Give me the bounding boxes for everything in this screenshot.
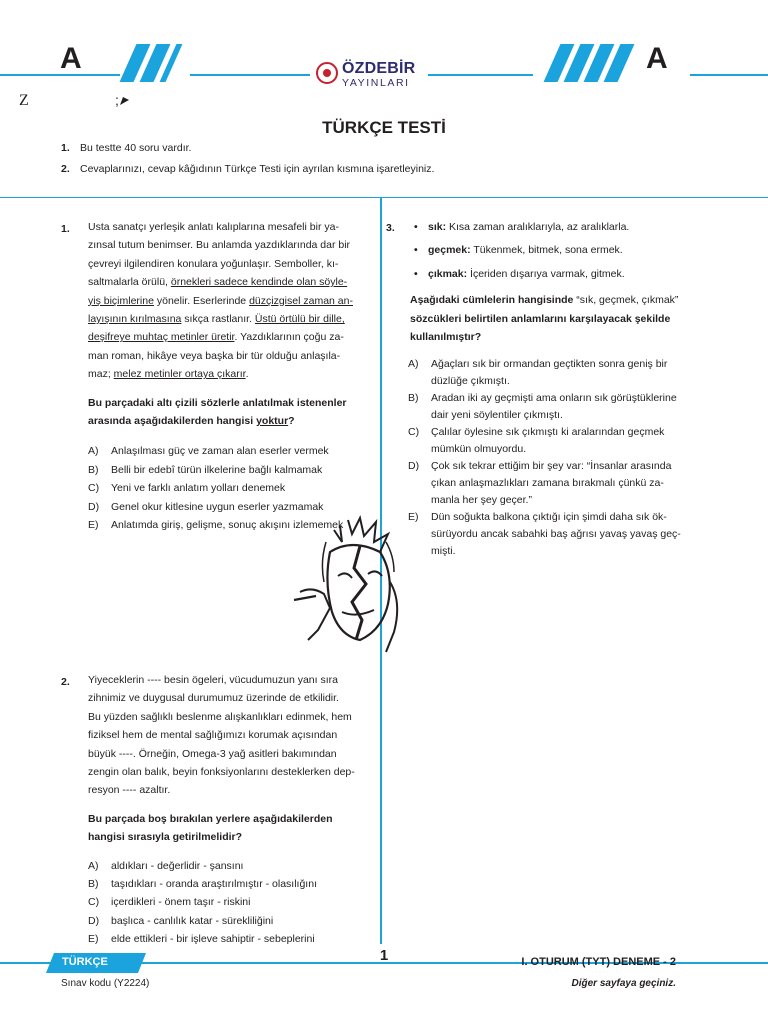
question-number: 3. bbox=[386, 222, 395, 234]
question-stem: arasında aşağıdakilerden hangisi yoktur? bbox=[88, 415, 295, 428]
header-rule-right bbox=[690, 74, 768, 76]
publisher-subtitle: YAYINLARI bbox=[342, 77, 410, 89]
option-c[interactable]: C) içerdikleri - önem taşır - riskini bbox=[88, 896, 251, 909]
page-title: TÜRKÇE TESTİ bbox=[322, 118, 446, 137]
booklet-letter-left: A bbox=[60, 42, 82, 75]
question-stem: kullanılmıştır? bbox=[410, 331, 482, 344]
exam-code: Sınav kodu (Y2224) bbox=[61, 978, 150, 989]
header-rule-mid-left bbox=[190, 74, 310, 76]
option-b[interactable]: B) Aradan iki ay geçmişti ama onların sık görüştüklerine dair yeni söylentiler çıkmıştı. bbox=[408, 392, 677, 422]
option-a[interactable]: A) Ağaçları sık bir ormandan geçtikten sonra geniş bir düzlüğe çıkmıştı. bbox=[408, 358, 668, 388]
question-2: Yiyeceklerin ---- besin ögeleri, vücudumuzun yanı sıra zihnimiz ve duygusal durumumuz üzerinde de etkilidir. Bu yüzden sağlıklı beslenme alışkanlıkları edinmek, hem fiziksel hem de mental sağlığımızı korumak açısından büyük ----. Örneğin, Omega-3 yağ asitleri bakımından zengin olan balık, beyin fonksiyonlarını desteklerken dep- resyon ---- azaltır. Bu parçada boş bırakılan yerlere aşağıdakilerden hangisi sırasıyla getirilmelidir? A) aldıkları - değerlidir - şansını B) taşıdıkları - oranda araştırılmıştır - olasılığını C) içerdikleri - önem taşır - riskini D) başlıca - canlılık katar - sürekliliğini E) elde ettikleri - bir işleve sahiptir - sebeplerini bbox=[88, 671, 372, 949]
option-d[interactable]: D) Genel okur kitlesine uygun eserler yazmamak bbox=[88, 500, 324, 513]
question-number: 2. bbox=[61, 676, 70, 688]
question-stem: Aşağıdaki cümlelerin hangisinde “sık, geçmek, çıkmak” bbox=[410, 294, 679, 307]
option-e[interactable]: E) elde ettikleri - bir işleve sahiptir - sebeplerini bbox=[88, 933, 315, 946]
option-b[interactable]: B) taşıdıkları - oranda araştırılmıştır - olasılığını bbox=[88, 878, 317, 891]
question-stem: sözcükleri belirtilen anlamlarını karşılayacak şekilde bbox=[410, 312, 671, 325]
option-d[interactable]: D) Çok sık tekrar ettiğim bir şey var: “İnsanlar arasında çıkan anlaşmazlıkları zamana bırakmalı çünkü za- manla her şey geçer.” bbox=[408, 460, 672, 507]
instruction-item: 2. Cevaplarınızı, cevap kâğıdının Türkçe Testi için ayrılan kısmına işaretleyiniz. bbox=[61, 163, 435, 175]
footer-subject: TÜRKÇE bbox=[62, 956, 108, 968]
question-1: Usta sanatçı yerleşik anlatı kalıplarına mesafeli bir ya- zınsal tutum benimser. Bu anlamda yazdıklarında dar bir çevreyi ilgilendiren konulara yoğunlaşır. Semboller, kı- saltmalarla örülü, örnekleri sadece kendinde olan söyle- yiş biçimlerine yönelir. Eserlerinde düzçizgisel zaman an- layışının kırılmasına sıkça rastlanır. Üstü örtülü bir dille, deşifreye muhtaç metinler üretir. Yazdıklarının çoğu za- man roman, hikâye veya başka bir tür olduğu anlaşıla- maz; melez metinler ortaya çıkarır. Bu parçadaki altı çizili sözlerle anlatılmak istenenler arasında aşağıdakilerden hangisi yoktur? A) Anlaşılması güç ve zaman alan eserler vermek B) Belli bir edebî türün ilkelerine bağlı kalmamak C) Yeni ve farklı anlatım yolları denemek D) Genel okur kitlesine uygun eserler yazmamak E) Anlatımda giriş, gelişme, sonuç akışını izlememek bbox=[88, 218, 372, 535]
stray-mark: ; bbox=[115, 92, 131, 108]
broken-face-illustration bbox=[290, 512, 410, 657]
option-a[interactable]: A) aldıkları - değerlidir - şansını bbox=[88, 859, 244, 872]
instruction-item: 1. Bu testte 40 soru vardır. bbox=[61, 142, 192, 154]
page-number: 1 bbox=[379, 947, 389, 964]
question-3 bbox=[408, 218, 686, 560]
option-b[interactable]: B) Belli bir edebî türün ilkelerine bağlı kalmamak bbox=[88, 463, 323, 476]
definition-item: • geçmek: Tükenmek, bitmek, sona ermek. bbox=[414, 244, 623, 257]
definition-item: • sık: Kısa zaman aralıklarıyla, az aralıklarla. bbox=[414, 221, 630, 233]
stray-mark: Z bbox=[19, 92, 29, 109]
header-rule-mid-right bbox=[428, 74, 533, 76]
option-a[interactable]: A) Anlaşılması güç ve zaman alan eserler vermek bbox=[88, 445, 329, 458]
next-page-note: Diğer sayfaya geçiniz. bbox=[571, 978, 676, 989]
question-stem: Bu parçadaki altı çizili sözlerle anlatılmak istenenler bbox=[88, 396, 347, 409]
question-stem: hangisi sırasıyla getirilmelidir? bbox=[88, 831, 243, 844]
option-c[interactable]: C) Yeni ve farklı anlatım yolları denemek bbox=[88, 482, 286, 495]
footer-exam-title: I. OTURUM (TYT) DENEME - 2 bbox=[521, 956, 676, 968]
option-e[interactable]: E) Anlatımda giriş, gelişme, sonuç akışını izlememek bbox=[88, 519, 344, 532]
option-c[interactable]: C) Çalılar öylesine sık çıkmıştı ki aralarından geçmek mümkün olmuyordu. bbox=[408, 426, 665, 456]
question-stem: Bu parçada boş bırakılan yerlere aşağıdakilerden bbox=[88, 812, 333, 825]
question-number: 1. bbox=[61, 223, 70, 235]
option-d[interactable]: D) başlıca - canlılık katar - sürekliliğini bbox=[88, 914, 274, 927]
booklet-letter-right: A bbox=[646, 42, 668, 75]
publisher-name: ÖZDEBİR bbox=[342, 60, 416, 77]
publisher-emblem-icon bbox=[316, 62, 338, 84]
definition-item: • çıkmak: İçeriden dışarıya varmak, gitmek. bbox=[414, 267, 625, 280]
option-e[interactable]: E) Dün soğukta balkona çıktığı için şimdi daha sık ök- sürüyordu ancak sabahki baş ağrısı yavaş yavaş geç- mişti. bbox=[408, 511, 681, 558]
section-divider bbox=[0, 197, 768, 198]
pen-icon bbox=[119, 94, 131, 106]
